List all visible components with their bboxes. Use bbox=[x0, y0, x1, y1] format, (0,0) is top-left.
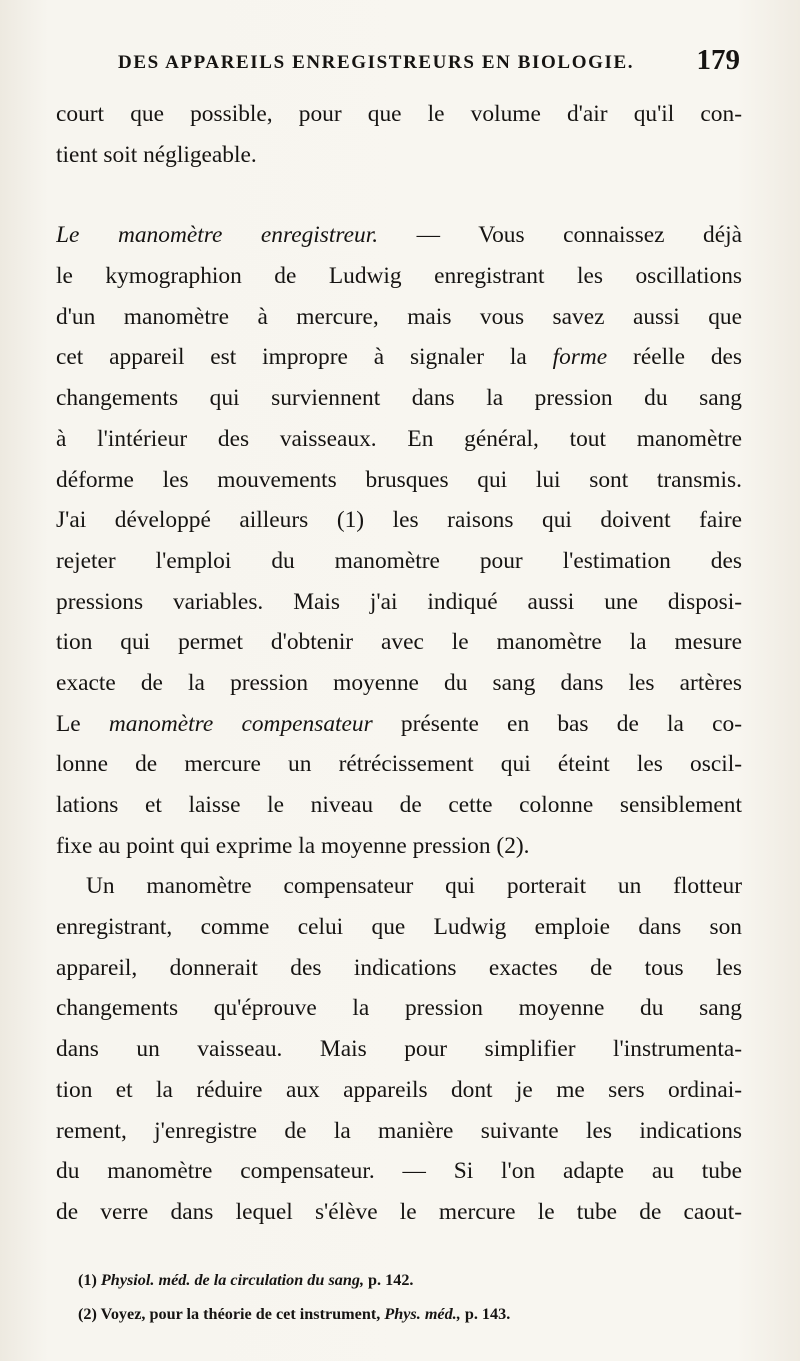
running-head: DES APPAREILS ENREGISTREURS EN BIOLOGIE. bbox=[118, 52, 635, 73]
text-line: le kymographion de Ludwig enregistrant les oscillations bbox=[56, 263, 742, 290]
text-line: rejeter l'emploi du manomètre pour l'estimation des bbox=[56, 547, 742, 574]
footnote-2 bbox=[78, 1297, 718, 1331]
text-line: à l'intérieur des vaisseaux. En général, tout manomètre bbox=[56, 425, 742, 452]
footnote-reference-page: p. 143. bbox=[464, 1305, 511, 1323]
footnote-1 bbox=[78, 1263, 718, 1297]
paragraph-gap bbox=[56, 175, 742, 215]
text-line: enregistrant, comme celui que Ludwig emploie dans son bbox=[56, 914, 742, 941]
text-line: pressions variables. Mais j'ai indiqué aussi une disposi- bbox=[56, 588, 742, 615]
page-header bbox=[118, 44, 740, 84]
text-line: du manomètre compensateur. — Si l'on adapte au tube bbox=[56, 1158, 742, 1185]
text-line: dans un vaisseau. Mais pour simplifier l'instrumenta- bbox=[56, 1036, 742, 1063]
text-line: Un manomètre compensateur qui porterait un flotteur bbox=[86, 873, 742, 900]
emphasized-word: forme bbox=[552, 344, 608, 371]
footnote-reference-page: p. 142. bbox=[368, 1271, 414, 1289]
text-line bbox=[56, 215, 742, 256]
text-line: tion qui permet d'obtenir avec le manomètre la mesure bbox=[56, 629, 742, 656]
text-line: appareil, donnerait des indications exactes de tous les bbox=[56, 954, 742, 981]
text-line: d'un manomètre à mercure, mais vous savez aussi que bbox=[56, 303, 742, 330]
text-line bbox=[56, 337, 742, 378]
footnote-marker: (2) bbox=[78, 1305, 97, 1323]
text-line: fixe au point qui exprime la moyenne pression (2). bbox=[56, 832, 530, 859]
text-line: tion et la réduire aux appareils dont je me sers ordinai- bbox=[56, 1076, 742, 1103]
text-segment: cet appareil est impropre à signaler la bbox=[56, 344, 527, 371]
section-title: Le manomètre enregistreur. bbox=[56, 222, 379, 249]
text-line: rement, j'enregistre de la manière suivante les indications bbox=[56, 1117, 742, 1144]
text-line: déforme les mouvements brusques qui lui sont transmis. bbox=[56, 466, 742, 493]
text-line: court que possible, pour que le volume d'air qu'il con- bbox=[56, 101, 742, 127]
footnotes bbox=[78, 1263, 718, 1331]
text-segment: réelle des bbox=[633, 344, 742, 371]
text-line: de verre dans lequel s'élève le mercure le tube de caout- bbox=[56, 1198, 742, 1225]
text-line: lations et laisse le niveau de cette colonne sensiblement bbox=[56, 792, 742, 818]
text-line: changements qu'éprouve la pression moyenne du sang bbox=[56, 995, 742, 1022]
page-number: 179 bbox=[696, 44, 740, 76]
footnote-marker: (1) bbox=[78, 1271, 97, 1289]
body-text bbox=[56, 94, 742, 1233]
text-segment: — Vous connaissez déjà bbox=[416, 222, 742, 249]
text-line: exacte de la pression moyenne du sang dans les artères bbox=[56, 669, 742, 696]
emphasized-term: manomètre compensateur bbox=[108, 710, 373, 737]
text-line: changements qui surviennent dans la pression du sang bbox=[56, 385, 742, 412]
text-line: J'ai développé ailleurs (1) les raisons qui doivent faire bbox=[56, 507, 742, 534]
footnote-reference-title: Phys. méd., bbox=[384, 1305, 461, 1323]
footnote-reference-title: Physiol. méd. de la circulation du sang, bbox=[100, 1271, 364, 1289]
text-segment: Le bbox=[56, 710, 81, 737]
footnote-text: Voyez, pour la théorie de cet instrument, bbox=[100, 1305, 381, 1323]
text-line: lonne de mercure un rétrécissement qui éteint les oscil- bbox=[56, 751, 742, 778]
text-segment: présente en bas de la co- bbox=[400, 710, 742, 737]
text-line bbox=[56, 704, 742, 745]
text-line: tient soit négligeable. bbox=[56, 141, 257, 168]
